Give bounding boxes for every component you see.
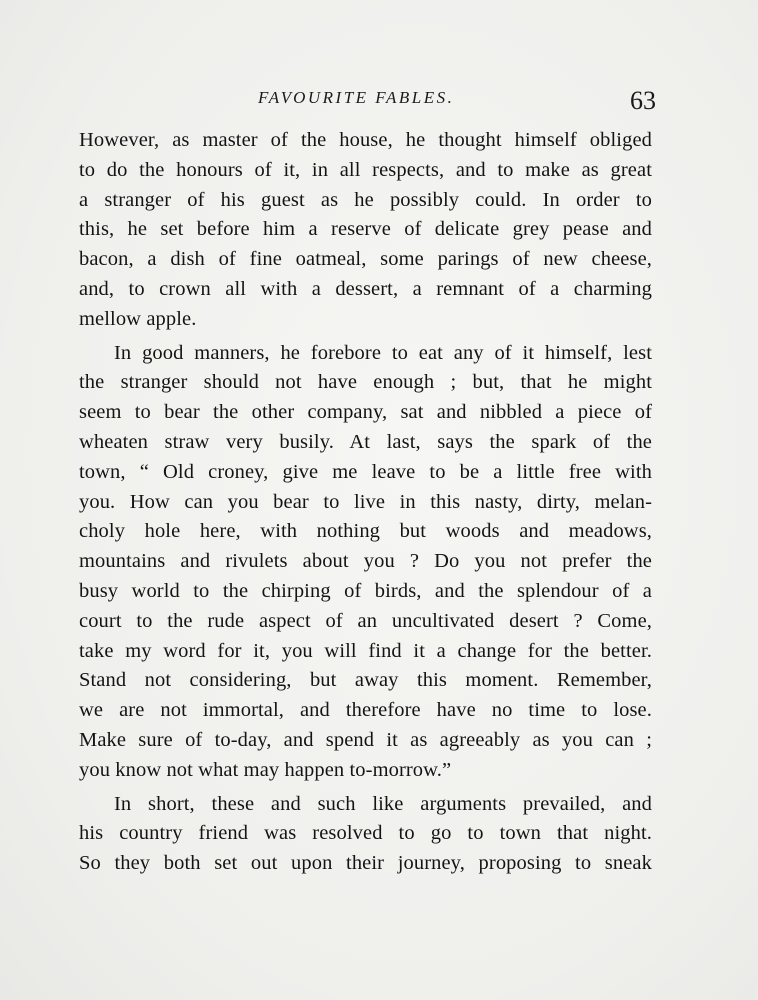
text-line: you. How can you bear to live in this nasty, dirty, melan- [79,490,652,513]
text-line: So they both set out upon their journey, proposing to sneak [79,852,652,875]
text-line: a stranger of his guest as he possibly could. In order to [79,188,652,211]
page-number: 63 [630,86,656,115]
text-line: and, to crown all with a dessert, a remnant of a charming [79,277,652,300]
text-line: take my word for it, you will find it a change for the better. [79,639,652,662]
text-line: mountains and rivulets about you ? Do you not prefer the [79,550,652,573]
text-line: you know not what may happen to-morrow.” [79,758,452,781]
text-line: However, as master of the house, he thought himself obliged [79,129,652,151]
text-line: Make sure of to-day, and spend it as agreeably as you can ; [79,728,652,751]
text-line: busy world to the chirping of birds, and the splendour of a [79,579,652,602]
text-line: seem to bear the other company, sat and nibbled a piece of [79,401,652,424]
running-head [0,88,758,118]
text-line: bacon, a dish of fine oatmeal, some parings of new cheese, [79,248,652,271]
text-line: choly hole here, with nothing but woods and meadows, [79,520,652,543]
text-line: In good manners, he forebore to eat any of it himself, lest [114,341,652,364]
body-text [79,126,652,883]
text-line: In short, these and such like arguments prevailed, and [114,792,652,815]
text-line: this, he set before him a reserve of delicate grey pease and [79,218,652,241]
text-line: the stranger should not have enough ; but, that he might [79,371,652,394]
text-line: his country friend was resolved to go to town that night. [79,822,652,845]
text-line: mellow apple. [79,307,197,330]
text-line: court to the rude aspect of an uncultivated desert ? Come, [79,609,652,632]
text-line: to do the honours of it, in all respects, and to make as great [79,158,652,181]
paragraph-1 [79,126,652,335]
running-title: FAVOURITE FABLES. [258,88,455,107]
text-line: Stand not considering, but away this moment. Remember, [79,669,652,692]
text-line: town, “ Old croney, give me leave to be a little free with [79,460,652,483]
text-line: we are not immortal, and therefore have no time to lose. [79,699,652,722]
paragraph-2 [79,339,652,786]
paragraph-3 [79,790,652,879]
text-line: wheaten straw very busily. At last, says the spark of the [79,430,652,453]
